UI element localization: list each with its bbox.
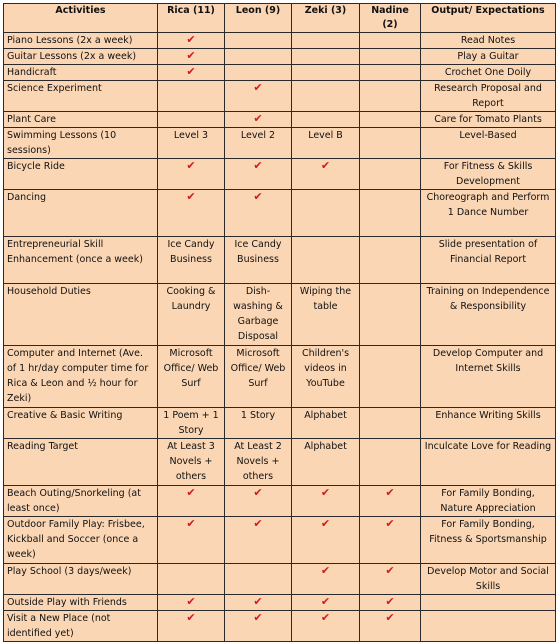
checkmark-icon: ✔	[253, 81, 263, 94]
rica-cell	[158, 190, 225, 237]
output-cell: Choreograph and Perform 1 Dance Number	[421, 190, 556, 237]
nadine-cell	[360, 595, 421, 611]
rica-cell	[158, 81, 225, 112]
leon-cell	[225, 517, 292, 564]
rica-cell: Cooking & Laundry	[158, 284, 225, 346]
zeki-cell: Alphabet	[292, 408, 360, 439]
table-row	[4, 65, 556, 81]
leon-cell	[225, 33, 292, 49]
table-row	[4, 128, 556, 159]
rica-cell	[158, 33, 225, 49]
checkmark-icon: ✔	[320, 159, 331, 172]
nadine-cell	[360, 517, 421, 564]
rica-cell	[158, 49, 225, 65]
zeki-cell	[292, 190, 360, 237]
leon-cell: Microsoft Office/ Web Surf	[225, 346, 292, 408]
nadine-cell	[360, 112, 421, 128]
rica-cell	[158, 595, 225, 611]
leon-cell	[225, 564, 292, 595]
table-row	[4, 284, 556, 346]
header-rica: Rica (11)	[158, 4, 225, 33]
leon-cell	[225, 486, 292, 517]
checkmark-icon: ✔	[320, 595, 331, 608]
leon-cell	[225, 65, 292, 81]
activity-cell: Science Experiment	[4, 81, 158, 112]
table-row	[4, 190, 556, 237]
checkmark-icon: ✔	[253, 112, 263, 125]
table-row	[4, 611, 556, 642]
table-row	[4, 564, 556, 595]
table-body	[4, 33, 556, 642]
zeki-cell	[292, 49, 360, 65]
output-cell	[421, 595, 556, 611]
checkmark-icon: ✔	[253, 517, 263, 530]
output-cell: Inculcate Love for Reading	[421, 439, 556, 486]
activity-cell: Guitar Lessons (2x a week)	[4, 49, 158, 65]
leon-cell: 1 Story	[225, 408, 292, 439]
output-cell: Develop Motor and Social Skills	[421, 564, 556, 595]
rica-cell	[158, 611, 225, 642]
output-cell: Enhance Writing Skills	[421, 408, 556, 439]
table-row	[4, 439, 556, 486]
output-cell: For Fitness & Skills Development	[421, 159, 556, 190]
leon-cell	[225, 159, 292, 190]
checkmark-icon: ✔	[385, 595, 395, 608]
table-row	[4, 159, 556, 190]
output-cell: For Family Bonding, Nature Appreciation	[421, 486, 556, 517]
checkmark-icon: ✔	[253, 190, 263, 203]
checkmark-icon: ✔	[186, 49, 196, 62]
checkmark-icon: ✔	[186, 595, 196, 608]
checkmark-icon: ✔	[253, 611, 263, 624]
zeki-cell: Wiping the table	[292, 284, 360, 346]
activity-cell: Dancing	[4, 190, 158, 237]
checkmark-icon: ✔	[385, 486, 395, 499]
rica-cell	[158, 564, 225, 595]
activity-cell: Outdoor Family Play: Frisbee, Kickball and Soccer (once a week)	[4, 517, 158, 564]
rica-cell: At Least 3 Novels + others	[158, 439, 225, 486]
activity-cell: Computer and Internet (Ave. of 1 hr/day computer time for Rica & Leon and ½ hour for Zeki)	[4, 346, 158, 408]
leon-cell	[225, 112, 292, 128]
leon-cell: Ice Candy Business	[225, 237, 292, 284]
output-cell: Level-Based	[421, 128, 556, 159]
leon-cell	[225, 611, 292, 642]
header-output: Output/ Expectations	[421, 4, 556, 33]
checkmark-icon: ✔	[320, 486, 331, 499]
table-row	[4, 408, 556, 439]
output-cell: Training on Independence & Responsibility	[421, 284, 556, 346]
nadine-cell	[360, 33, 421, 49]
table-row	[4, 237, 556, 284]
leon-cell	[225, 595, 292, 611]
activity-cell: Swimming Lessons (10 sessions)	[4, 128, 158, 159]
nadine-cell	[360, 190, 421, 237]
nadine-cell	[360, 486, 421, 517]
checkmark-icon: ✔	[320, 611, 331, 624]
checkmark-icon: ✔	[385, 611, 395, 624]
zeki-cell	[292, 159, 360, 190]
nadine-cell	[360, 346, 421, 408]
activity-cell: Bicycle Ride	[4, 159, 158, 190]
activities-table	[3, 3, 556, 642]
table-row	[4, 486, 556, 517]
activity-cell: Creative & Basic Writing	[4, 408, 158, 439]
checkmark-icon: ✔	[253, 595, 263, 608]
output-cell: Slide presentation of Financial Report	[421, 237, 556, 284]
checkmark-icon: ✔	[186, 611, 196, 624]
nadine-cell	[360, 49, 421, 65]
activity-cell: Entrepreneurial Skill Enhancement (once a week)	[4, 237, 158, 284]
zeki-cell	[292, 611, 360, 642]
leon-cell: Level 2	[225, 128, 292, 159]
checkmark-icon: ✔	[186, 65, 196, 78]
activity-cell: Beach Outing/Snorkeling (at least once)	[4, 486, 158, 517]
rica-cell	[158, 159, 225, 190]
rica-cell: Level 3	[158, 128, 225, 159]
output-cell: For Family Bonding, Fitness & Sportsmanship	[421, 517, 556, 564]
zeki-cell: Children's videos in YouTube	[292, 346, 360, 408]
header-zeki: Zeki (3)	[292, 4, 360, 33]
activity-cell: Outside Play with Friends	[4, 595, 158, 611]
zeki-cell	[292, 486, 360, 517]
activity-cell: Play School (3 days/week)	[4, 564, 158, 595]
checkmark-icon: ✔	[186, 159, 196, 172]
checkmark-icon: ✔	[385, 564, 395, 577]
output-cell	[421, 611, 556, 642]
zeki-cell	[292, 517, 360, 564]
activity-cell: Plant Care	[4, 112, 158, 128]
table-row	[4, 112, 556, 128]
output-cell: Care for Tomato Plants	[421, 112, 556, 128]
header-nadine: Nadine (2)	[360, 4, 421, 33]
rica-cell	[158, 112, 225, 128]
table-row	[4, 49, 556, 65]
table-row	[4, 517, 556, 564]
zeki-cell	[292, 237, 360, 284]
header-row	[4, 4, 556, 33]
output-cell: Read Notes	[421, 33, 556, 49]
header-activities: Activities	[4, 4, 158, 33]
zeki-cell	[292, 81, 360, 112]
leon-cell: At Least 2 Novels + others	[225, 439, 292, 486]
nadine-cell	[360, 564, 421, 595]
checkmark-icon: ✔	[186, 190, 196, 203]
rica-cell: 1 Poem + 1 Story	[158, 408, 225, 439]
checkmark-icon: ✔	[186, 486, 196, 499]
checkmark-icon: ✔	[253, 486, 263, 499]
output-cell: Research Proposal and Report	[421, 81, 556, 112]
checkmark-icon: ✔	[186, 33, 196, 46]
zeki-cell	[292, 595, 360, 611]
activity-cell: Piano Lessons (2x a week)	[4, 33, 158, 49]
checkmark-icon: ✔	[385, 517, 395, 530]
rica-cell	[158, 517, 225, 564]
table-row	[4, 33, 556, 49]
output-cell: Play a Guitar	[421, 49, 556, 65]
nadine-cell	[360, 284, 421, 346]
rica-cell: Microsoft Office/ Web Surf	[158, 346, 225, 408]
leon-cell	[225, 81, 292, 112]
nadine-cell	[360, 611, 421, 642]
nadine-cell	[360, 128, 421, 159]
table-row	[4, 81, 556, 112]
zeki-cell	[292, 65, 360, 81]
output-cell: Develop Computer and Internet Skills	[421, 346, 556, 408]
rica-cell	[158, 65, 225, 81]
leon-cell: Dish-washing & Garbage Disposal	[225, 284, 292, 346]
rica-cell: Ice Candy Business	[158, 237, 225, 284]
activity-cell: Handicraft	[4, 65, 158, 81]
nadine-cell	[360, 408, 421, 439]
checkmark-icon: ✔	[253, 159, 263, 172]
activity-cell: Household Duties	[4, 284, 158, 346]
nadine-cell	[360, 81, 421, 112]
leon-cell	[225, 190, 292, 237]
output-cell: Crochet One Doily	[421, 65, 556, 81]
rica-cell	[158, 486, 225, 517]
leon-cell	[225, 49, 292, 65]
checkmark-icon: ✔	[320, 517, 331, 530]
zeki-cell	[292, 564, 360, 595]
header-leon: Leon (9)	[225, 4, 292, 33]
checkmark-icon: ✔	[320, 564, 331, 577]
activity-cell: Reading Target	[4, 439, 158, 486]
nadine-cell	[360, 65, 421, 81]
nadine-cell	[360, 159, 421, 190]
zeki-cell: Alphabet	[292, 439, 360, 486]
zeki-cell	[292, 33, 360, 49]
zeki-cell	[292, 112, 360, 128]
nadine-cell	[360, 439, 421, 486]
activity-cell: Visit a New Place (not identified yet)	[4, 611, 158, 642]
zeki-cell: Level B	[292, 128, 360, 159]
table-row	[4, 346, 556, 408]
table-row	[4, 595, 556, 611]
nadine-cell	[360, 237, 421, 284]
checkmark-icon: ✔	[186, 517, 196, 530]
